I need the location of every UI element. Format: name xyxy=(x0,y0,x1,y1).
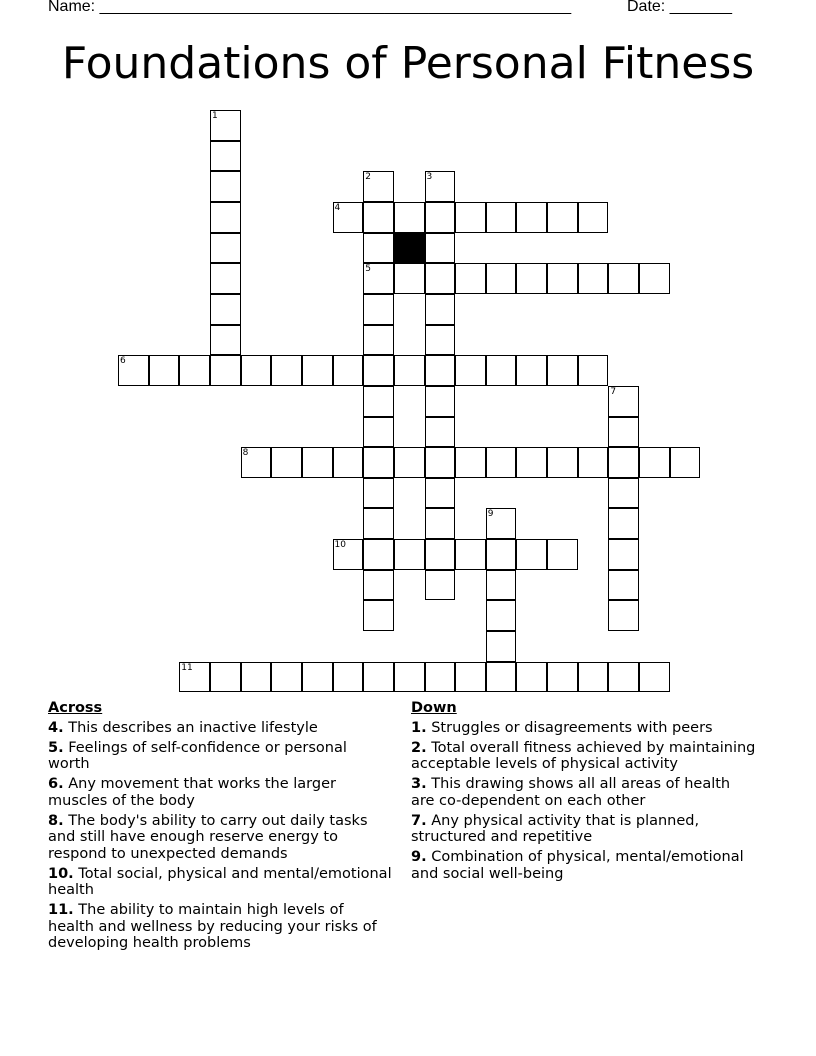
across-clue xyxy=(48,776,393,809)
clue-number: 9. xyxy=(411,849,427,865)
cell-number: 6 xyxy=(120,356,126,367)
crossword-cell[interactable] xyxy=(363,233,394,264)
crossword-cell[interactable] xyxy=(425,202,456,233)
down-heading: Down xyxy=(411,700,457,716)
cell-number: 10 xyxy=(334,540,346,551)
crossword-cell[interactable] xyxy=(210,294,241,325)
clue-text: Total social, physical and mental/emotional health xyxy=(48,865,392,898)
crossword-cell[interactable] xyxy=(608,447,639,478)
crossword-cell[interactable] xyxy=(455,202,486,233)
crossword-cell[interactable] xyxy=(516,202,547,233)
crossword-cell[interactable] xyxy=(608,417,639,448)
crossword-cell[interactable] xyxy=(578,202,609,233)
date-field-line: Date: _______ xyxy=(627,0,732,15)
crossword-cell[interactable] xyxy=(363,355,394,386)
across-clue-list xyxy=(48,720,393,952)
crossword-cell[interactable] xyxy=(425,508,456,539)
crossword-cell[interactable] xyxy=(608,386,639,417)
across-clue xyxy=(48,720,393,737)
crossword-cell[interactable] xyxy=(333,539,364,570)
cell-number: 9 xyxy=(487,509,494,520)
clue-text: Any physical activity that is planned, structured and repetitive xyxy=(411,812,700,845)
crossword-cell[interactable] xyxy=(608,570,639,601)
clue-text: Feelings of self-confidence or personal worth xyxy=(48,739,347,772)
crossword-cell[interactable] xyxy=(271,662,302,693)
crossword-cell[interactable] xyxy=(670,447,701,478)
crossword-cell[interactable] xyxy=(363,539,394,570)
crossword-cell[interactable] xyxy=(639,263,670,294)
crossword-cell[interactable] xyxy=(394,662,425,693)
crossword-cell[interactable] xyxy=(425,570,456,601)
crossword-cell[interactable] xyxy=(363,570,394,601)
crossword-cell[interactable] xyxy=(394,263,425,294)
clue-number: 2. xyxy=(411,739,427,756)
crossword-cell[interactable] xyxy=(455,447,486,478)
crossword-cell[interactable] xyxy=(333,355,364,386)
clue-number: 1. xyxy=(411,719,427,736)
cell-number: 2 xyxy=(365,172,371,183)
crossword-cell[interactable] xyxy=(486,631,517,662)
cell-number: 8 xyxy=(242,448,249,459)
crossword-cell[interactable] xyxy=(608,508,639,539)
crossword-cell[interactable] xyxy=(547,263,578,294)
clue-text: Total overall fitness achieved by maintaining acceptable levels of physical activity xyxy=(411,739,756,772)
crossword-cell[interactable] xyxy=(455,355,486,386)
crossword-cell[interactable] xyxy=(516,355,547,386)
crossword-cell[interactable] xyxy=(179,662,210,693)
crossword-cell[interactable] xyxy=(363,171,394,202)
crossword-cell[interactable] xyxy=(608,539,639,570)
crossword-cell[interactable] xyxy=(302,355,333,386)
clue-number: 7. xyxy=(411,812,427,829)
crossword-cell[interactable] xyxy=(241,447,272,478)
crossword-cell[interactable] xyxy=(486,202,517,233)
crossword-cell[interactable] xyxy=(363,417,394,448)
clue-text: This drawing shows all all areas of health are co-dependent on each other xyxy=(411,776,731,809)
down-clue xyxy=(411,813,756,846)
crossword-cell[interactable] xyxy=(302,662,333,693)
across-clue xyxy=(48,902,393,952)
crossword-cell[interactable] xyxy=(210,325,241,356)
crossword-cell[interactable] xyxy=(486,570,517,601)
crossword-cell[interactable] xyxy=(578,447,609,478)
crossword-cell[interactable] xyxy=(486,263,517,294)
crossword-cell[interactable] xyxy=(363,325,394,356)
cell-number: 3 xyxy=(426,172,433,183)
crossword-cell[interactable] xyxy=(425,233,456,264)
crossword-cell[interactable] xyxy=(363,447,394,478)
crossword-cell[interactable] xyxy=(608,600,639,631)
crossword-cell[interactable] xyxy=(578,355,609,386)
crossword-cell[interactable] xyxy=(210,662,241,693)
crossword-cell[interactable] xyxy=(608,263,639,294)
cell-number: 4 xyxy=(334,202,341,213)
crossword-cell[interactable] xyxy=(639,662,670,693)
clue-number: 6. xyxy=(48,776,64,792)
down-clue xyxy=(411,720,756,737)
crossword-cell[interactable] xyxy=(639,447,670,478)
crossword-cell[interactable] xyxy=(425,263,456,294)
crossword-cell[interactable] xyxy=(302,447,333,478)
crossword-cell[interactable] xyxy=(118,355,149,386)
crossword-cell[interactable] xyxy=(179,355,210,386)
crossword-cell[interactable] xyxy=(333,202,364,233)
crossword-cell[interactable] xyxy=(547,662,578,693)
crossword-cell[interactable] xyxy=(608,478,639,509)
clue-number: 3. xyxy=(411,776,427,792)
down-clue xyxy=(411,849,756,882)
crossword-cell[interactable] xyxy=(210,355,241,386)
crossword-cell[interactable] xyxy=(425,355,456,386)
across-clues-section xyxy=(48,700,393,955)
crossword-cell[interactable] xyxy=(425,417,456,448)
name-field-line: Name: _____________________________________________________ xyxy=(48,0,572,15)
clue-text: Struggles or disagreements with peers xyxy=(431,719,713,736)
crossword-cell[interactable] xyxy=(486,662,517,693)
crossword-black-cell xyxy=(394,233,425,264)
crossword-cell[interactable] xyxy=(363,478,394,509)
clue-number: 5. xyxy=(48,739,64,756)
crossword-cell[interactable] xyxy=(516,539,547,570)
crossword-cell[interactable] xyxy=(425,294,456,325)
crossword-cell[interactable] xyxy=(333,447,364,478)
crossword-cell[interactable] xyxy=(425,447,456,478)
crossword-cell[interactable] xyxy=(210,110,241,141)
crossword-cell[interactable] xyxy=(486,539,517,570)
cell-number: 11 xyxy=(181,662,193,673)
crossword-cell[interactable] xyxy=(547,447,578,478)
crossword-cell[interactable] xyxy=(486,447,517,478)
crossword-cell[interactable] xyxy=(425,171,456,202)
crossword-cell[interactable] xyxy=(486,508,517,539)
crossword-cell[interactable] xyxy=(363,600,394,631)
down-clue xyxy=(411,740,756,773)
crossword-cell[interactable] xyxy=(271,447,302,478)
crossword-cell[interactable] xyxy=(425,386,456,417)
crossword-cell[interactable] xyxy=(210,171,241,202)
crossword-cell[interactable] xyxy=(394,539,425,570)
crossword-cell[interactable] xyxy=(210,141,241,172)
crossword-cell[interactable] xyxy=(363,508,394,539)
crossword-cell[interactable] xyxy=(241,355,272,386)
crossword-cell[interactable] xyxy=(363,202,394,233)
crossword-cell[interactable] xyxy=(578,263,609,294)
down-clue xyxy=(411,776,756,809)
crossword-cell[interactable] xyxy=(516,263,547,294)
crossword-cell[interactable] xyxy=(241,662,272,693)
clue-number: 4. xyxy=(48,719,64,736)
crossword-cell[interactable] xyxy=(547,202,578,233)
clue-text: Any movement that works the larger muscles of the body xyxy=(48,776,336,809)
crossword-cell[interactable] xyxy=(455,539,486,570)
crossword-cell[interactable] xyxy=(333,662,364,693)
crossword-cell[interactable] xyxy=(210,263,241,294)
clue-number: 10. xyxy=(48,865,74,882)
crossword-cell[interactable] xyxy=(210,233,241,264)
crossword-cell[interactable] xyxy=(455,263,486,294)
crossword-cell[interactable] xyxy=(608,662,639,693)
crossword-cell[interactable] xyxy=(394,447,425,478)
crossword-cell[interactable] xyxy=(425,662,456,693)
crossword-cell[interactable] xyxy=(271,355,302,386)
crossword-cell[interactable] xyxy=(486,600,517,631)
crossword-cell[interactable] xyxy=(547,355,578,386)
crossword-cell[interactable] xyxy=(578,662,609,693)
crossword-cell[interactable] xyxy=(210,202,241,233)
crossword-cell[interactable] xyxy=(363,386,394,417)
crossword-cell[interactable] xyxy=(425,325,456,356)
crossword-cell[interactable] xyxy=(516,662,547,693)
down-clue-list xyxy=(411,720,756,883)
across-clue xyxy=(48,866,393,899)
clue-number: 8. xyxy=(48,812,64,829)
across-clue xyxy=(48,740,393,773)
crossword-cell[interactable] xyxy=(425,478,456,509)
across-clue xyxy=(48,813,393,863)
clue-text: Combination of physical, mental/emotional and social well-being xyxy=(411,849,744,882)
crossword-cell[interactable] xyxy=(455,662,486,693)
crossword-cell[interactable] xyxy=(394,202,425,233)
clue-text: The body's ability to carry out daily tasks and still have enough reserve energy to respond to unexpected demands xyxy=(48,812,368,862)
cell-number: 7 xyxy=(610,386,617,397)
crossword-cell[interactable] xyxy=(149,355,180,386)
crossword-cell[interactable] xyxy=(394,355,425,386)
crossword-cell[interactable] xyxy=(516,447,547,478)
clue-text: This describes an inactive lifestyle xyxy=(68,719,318,736)
clue-number: 11. xyxy=(48,902,74,918)
crossword-cell[interactable] xyxy=(363,662,394,693)
clue-text: The ability to maintain high levels of health and wellness by reducing your risks of developing health problems xyxy=(48,902,377,951)
cell-number: 5 xyxy=(365,264,371,275)
crossword-cell[interactable] xyxy=(486,355,517,386)
crossword-cell[interactable] xyxy=(363,294,394,325)
down-clues-section xyxy=(411,700,756,886)
across-heading: Across xyxy=(48,700,103,716)
crossword-cell[interactable] xyxy=(363,263,394,294)
cell-number: 1 xyxy=(211,111,218,121)
crossword-cell[interactable] xyxy=(425,539,456,570)
crossword-cell[interactable] xyxy=(547,539,578,570)
page-title: Foundations of Personal Fitness xyxy=(61,38,755,89)
